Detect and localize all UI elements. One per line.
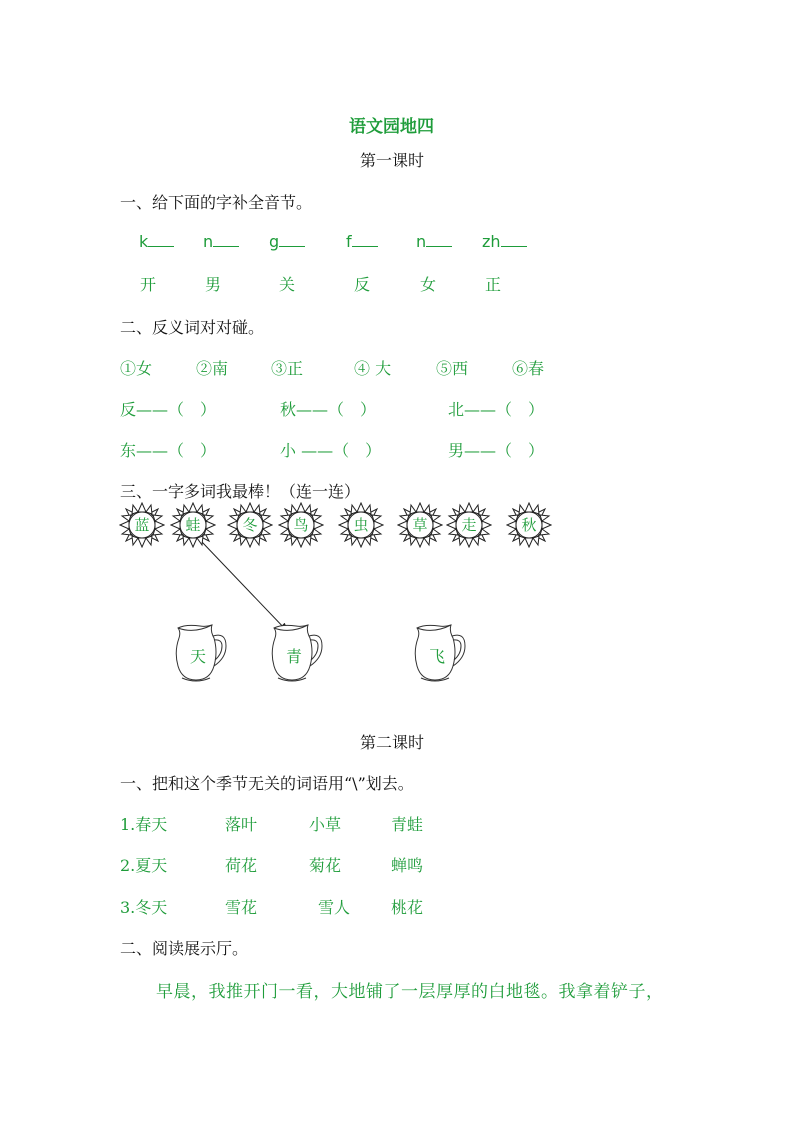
lesson1-heading: 第一课时 <box>360 151 425 170</box>
antonym-pair-6: 男——（ ） <box>448 441 545 460</box>
option-6: ⑥春 <box>512 359 545 378</box>
sun-char: 虫 <box>353 516 369 534</box>
season-row-1-season: 1.春天 <box>120 815 168 834</box>
jug-char: 天 <box>189 647 206 666</box>
char-4: 反 <box>354 275 371 294</box>
jug-char: 青 <box>285 647 302 666</box>
page-title: 语文园地四 <box>349 117 434 137</box>
q2-label: 二、反义词对对碰。 <box>120 318 265 337</box>
season-row-2-word-1[interactable]: 荷花 <box>225 856 258 875</box>
pinyin-blank-3: g <box>269 232 305 251</box>
season-row-3-word-1[interactable]: 雪花 <box>225 898 258 917</box>
pinyin-blank-2: n <box>203 232 239 251</box>
char-5: 女 <box>420 275 437 294</box>
jug-card-2[interactable] <box>268 622 326 684</box>
option-4: ④ 大 <box>354 359 392 378</box>
season-row-2-word-3[interactable]: 蝉鸣 <box>391 856 424 875</box>
pinyin-blank-6: zh <box>482 232 527 251</box>
season-row-2-word-2[interactable]: 菊花 <box>309 856 342 875</box>
lesson2-q2-label: 二、阅读展示厅。 <box>120 939 249 958</box>
antonym-pair-2: 秋——（ ） <box>280 400 377 419</box>
option-2: ②南 <box>196 359 229 378</box>
season-row-1-word-2[interactable]: 小草 <box>309 815 342 834</box>
char-3: 关 <box>279 275 296 294</box>
pinyin-blank-4: f <box>346 232 378 251</box>
jug-char: 飞 <box>428 647 445 666</box>
season-row-3-season: 3.冬天 <box>120 898 168 917</box>
q3-label: 三、一字多词我最棒！（连一连） <box>120 482 361 501</box>
lesson2-heading: 第二课时 <box>360 733 425 752</box>
jug-card-1[interactable] <box>172 622 230 684</box>
sun-char: 鸟 <box>293 516 309 534</box>
option-1: ①女 <box>120 359 153 378</box>
q1-label: 一、给下面的字补全音节。 <box>120 193 313 212</box>
sun-char: 冬 <box>242 516 258 534</box>
reading-paragraph: 早晨，我推开门一看，大地铺了一层厚厚的白地毯。我拿着铲子， <box>156 982 664 1002</box>
antonym-pair-3: 北——（ ） <box>448 400 545 419</box>
season-row-3-word-2[interactable]: 雪人 <box>318 898 351 917</box>
option-5: ⑤西 <box>436 359 469 378</box>
sun-char: 秋 <box>521 516 537 534</box>
sun-char: 走 <box>461 516 477 534</box>
char-2: 男 <box>205 275 222 294</box>
jug-card-3[interactable] <box>411 622 469 684</box>
season-row-2-season: 2.夏天 <box>120 856 168 875</box>
pinyin-blank-5: n <box>416 232 452 251</box>
sun-char: 蓝 <box>134 516 150 534</box>
antonym-pair-1: 反——（ ） <box>120 400 217 419</box>
antonym-pair-4: 东——（ ） <box>120 441 217 460</box>
sun-char: 草 <box>412 516 428 534</box>
char-1: 开 <box>140 275 157 294</box>
season-row-1-word-3[interactable]: 青蛙 <box>391 815 424 834</box>
char-6: 正 <box>485 275 502 294</box>
season-row-1-word-1[interactable]: 落叶 <box>225 815 258 834</box>
season-row-3-word-3[interactable]: 桃花 <box>391 898 424 917</box>
sun-char: 蛙 <box>185 516 201 534</box>
pinyin-blank-1: k <box>139 232 174 251</box>
lesson2-q1-label: 一、把和这个季节无关的词语用“\”划去。 <box>120 774 414 793</box>
antonym-pair-5: 小 ——（ ） <box>280 441 382 460</box>
option-3: ③正 <box>271 359 304 378</box>
